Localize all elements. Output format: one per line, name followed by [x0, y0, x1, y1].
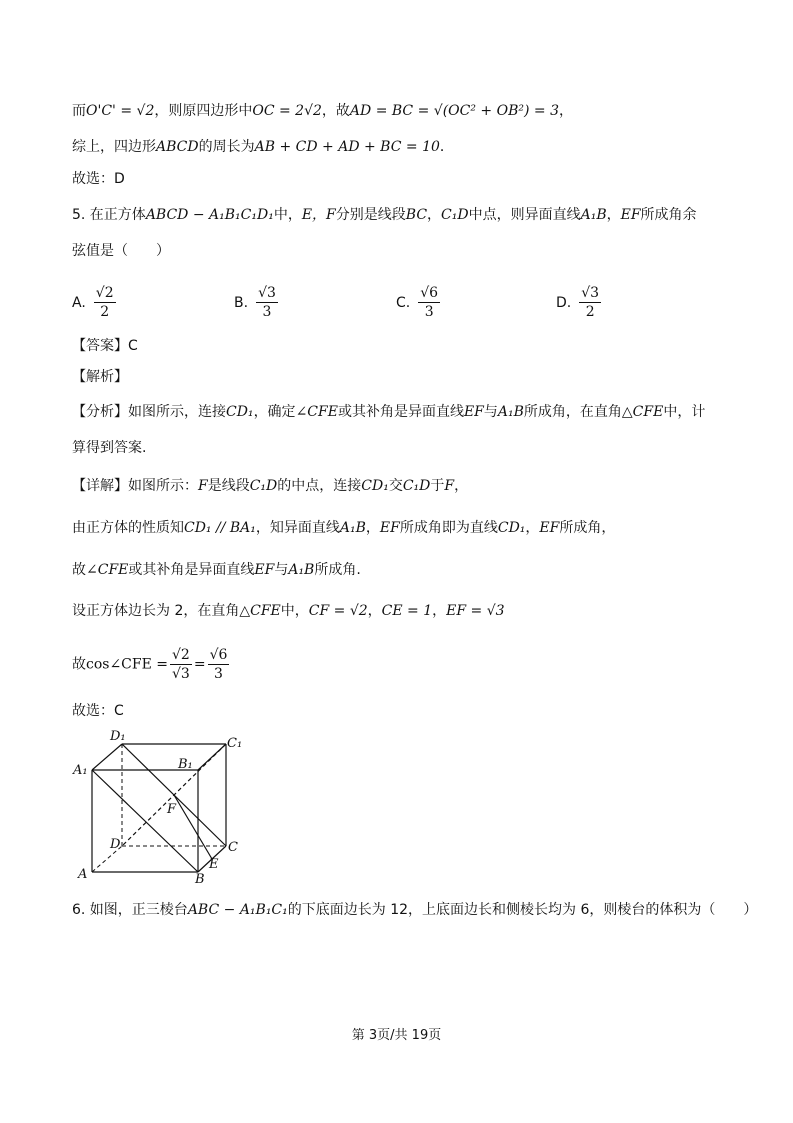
math: EF — [539, 520, 560, 536]
label-b: B — [195, 872, 205, 886]
fraction — [418, 284, 440, 321]
math: AB + CD + AD + BC = 10 — [254, 139, 440, 155]
numerator: √3 — [581, 285, 600, 301]
text: 与 — [274, 562, 289, 578]
denominator: 3 — [424, 304, 434, 320]
math: A₁B — [339, 520, 366, 536]
text-line — [72, 136, 454, 158]
text: 的下底面边长为 12，上底面边长和侧棱长均为 6，则棱台的体积为（ ） — [287, 902, 758, 918]
label-c1: C₁ — [227, 736, 243, 751]
cube-figure — [70, 726, 250, 886]
analysis-heading: 【解析】 — [72, 369, 128, 385]
math: OC = 2√2 — [252, 103, 322, 119]
label-c: C — [228, 840, 238, 855]
text: 5. 在正方体 — [72, 207, 146, 223]
text: 中，计 — [663, 404, 706, 420]
numerator: √2 — [95, 285, 114, 301]
text: 中点，则异面直线 — [468, 207, 581, 223]
text: ， — [558, 103, 573, 119]
math: EF — [463, 404, 484, 420]
math: CD₁ — [497, 520, 526, 536]
math: BC — [405, 207, 428, 223]
text: ，确定 — [253, 404, 296, 420]
option-b — [234, 284, 280, 321]
text: ，则原四边形中 — [154, 103, 253, 119]
math: cos∠CFE = — [86, 656, 169, 673]
option-c — [396, 284, 442, 321]
text: 由正方体的性质知 — [72, 520, 184, 536]
text: 交 — [388, 478, 403, 494]
text: ． — [439, 139, 454, 155]
text: ， — [525, 520, 540, 536]
fraction — [579, 284, 601, 321]
math: EF — [254, 562, 275, 578]
math: CD₁ // BA₁ — [184, 520, 256, 536]
text: 故 — [72, 656, 86, 673]
question-5-line-2: 弦值是（ ） — [72, 243, 170, 259]
math: O'C' = √2 — [86, 103, 155, 119]
math: ABCD − A₁B₁C₁D₁ — [145, 207, 274, 223]
label-d1: D₁ — [110, 729, 126, 744]
text: ， — [454, 478, 469, 494]
detail-line-3 — [72, 559, 361, 581]
label-f: F — [167, 802, 177, 817]
math: = — [193, 656, 206, 673]
math: A₁B — [580, 207, 607, 223]
text: 【详解】如图所示： — [72, 478, 198, 494]
text: 所成角， — [559, 520, 616, 536]
option-label: C. — [396, 294, 411, 311]
detail-conclusion: 故选：C — [72, 703, 124, 719]
detail-line-1 — [72, 475, 468, 497]
text: 分别是线段 — [335, 207, 406, 223]
text: 或其补角是异面直线 — [128, 562, 255, 578]
text: 而 — [72, 103, 86, 119]
text: 所成角. — [314, 562, 361, 578]
math: ABCD — [156, 139, 199, 155]
math: EF — [620, 207, 641, 223]
option-a — [72, 284, 118, 321]
math: A₁B — [497, 404, 524, 420]
text: 所成角余 — [640, 207, 697, 223]
math: C₁D — [249, 478, 278, 494]
text: ，故 — [321, 103, 350, 119]
math: A₁B — [288, 562, 315, 578]
math: CD₁ — [361, 478, 389, 494]
text: ， — [432, 603, 447, 619]
analysis-line-2: 算得到答案. — [72, 440, 147, 456]
math: CF = √2 — [308, 603, 368, 619]
fraction — [94, 284, 116, 321]
text-line: 故选：D — [72, 171, 125, 187]
denominator: √3 — [172, 666, 190, 682]
option-label: D. — [556, 294, 572, 311]
answer-label: 【答案】C — [72, 338, 138, 354]
denominator: 3 — [214, 666, 223, 682]
text: 与 — [483, 404, 498, 420]
text: 的周长为 — [198, 139, 255, 155]
label-a: A — [78, 867, 88, 882]
math: E，F — [301, 207, 336, 223]
label-b1: B₁ — [178, 757, 193, 772]
numerator: √3 — [258, 285, 276, 301]
text: 6. 如图，正三棱台 — [72, 902, 188, 918]
text: 或其补角是异面直线 — [337, 404, 464, 420]
math: ∠CFE — [295, 404, 338, 420]
text: 中， — [273, 207, 302, 223]
numerator: √2 — [172, 647, 190, 663]
fraction — [256, 284, 278, 321]
detail-line-4 — [72, 600, 505, 622]
math: C₁D — [402, 478, 431, 494]
detail-line-2 — [72, 517, 615, 539]
text: 【分析】如图所示，连接 — [72, 404, 226, 420]
text: 中， — [280, 603, 309, 619]
text: 所成角，在直角 — [523, 404, 622, 420]
math: AD = BC = √(OC² + OB²) = 3 — [349, 103, 559, 119]
option-d — [556, 284, 603, 321]
math: F — [444, 478, 455, 494]
text: ， — [427, 207, 442, 223]
option-label: A. — [72, 294, 86, 311]
label-e: E — [209, 857, 219, 872]
text: 于 — [430, 478, 445, 494]
option-label: B. — [234, 294, 249, 311]
math: ABC − A₁B₁C₁ — [187, 902, 288, 918]
text: ， — [365, 520, 380, 536]
denominator: 2 — [585, 304, 595, 320]
math: CD₁ — [226, 404, 254, 420]
text: 故 — [72, 562, 86, 578]
math: EF — [379, 520, 400, 536]
math: EF = √3 — [446, 603, 505, 619]
diagonal-a1b — [92, 770, 198, 872]
analysis-line-1 — [72, 401, 705, 423]
question-6 — [72, 899, 757, 921]
edge — [92, 744, 122, 770]
text: 的中点，连接 — [277, 478, 362, 494]
text: 是线段 — [207, 478, 250, 494]
text: 设正方体边长为 2，在直角 — [72, 603, 240, 619]
text: 所成角即为直线 — [399, 520, 498, 536]
detail-line-5 — [72, 646, 231, 683]
math: CE = 1 — [381, 603, 433, 619]
denominator: 2 — [100, 304, 110, 320]
text: ， — [606, 207, 621, 223]
math: C₁D — [441, 207, 469, 223]
text-line — [72, 100, 573, 122]
denominator: 3 — [262, 304, 272, 320]
edge — [198, 744, 226, 770]
text: ， — [367, 603, 382, 619]
math: ∠CFE — [86, 562, 129, 578]
text: 综上，四边形 — [72, 139, 156, 155]
page-footer: 第 3页/共 19页 — [351, 1028, 442, 1043]
math: F — [198, 478, 208, 494]
text: ，知异面直线 — [255, 520, 340, 536]
numerator: √6 — [420, 285, 439, 301]
numerator: √6 — [209, 647, 228, 663]
fraction — [170, 646, 192, 683]
label-a1: A₁ — [73, 763, 88, 778]
fraction — [208, 646, 230, 683]
math: △CFE — [621, 404, 664, 420]
question-5-line-1 — [72, 204, 697, 226]
math: △CFE — [239, 603, 281, 619]
label-d: D — [110, 837, 121, 852]
